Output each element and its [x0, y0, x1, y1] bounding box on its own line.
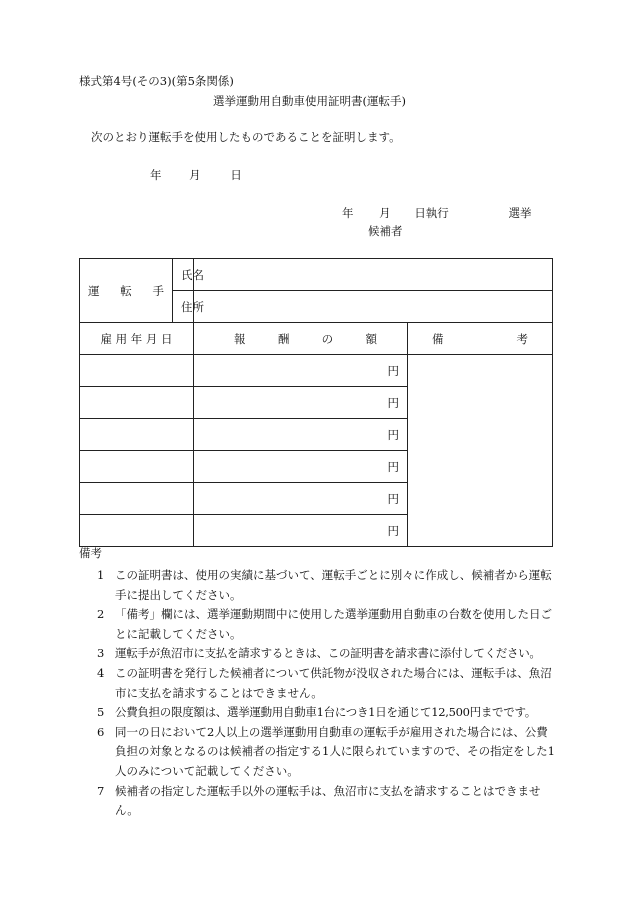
certificate-table — [79, 258, 553, 547]
remarks-char-1: 備 — [432, 331, 444, 346]
note-item — [79, 644, 559, 664]
employment-date-header: 雇 用 年 月 日 — [80, 323, 194, 355]
pay-amount-field[interactable] — [194, 387, 408, 419]
note-text: 同一の日において2人以上の選挙運動用自動車の運転手が雇用された場合には、公費負担の対象となるのは候補者の指定する1人に限られていますので、その指定をした1人のみについて記載してください。 — [115, 724, 555, 778]
note-item — [79, 605, 559, 644]
note-text: 運転手が魚沼市に支払を請求するときは、この証明書を請求書に添付してください。 — [115, 646, 541, 661]
note-item — [79, 566, 559, 605]
note-text: この証明書を発行した候補者について供託物が没収された場合には、運転手は、魚沼市に支払を請求することはできません。 — [115, 665, 552, 700]
employment-date-field[interactable] — [80, 515, 194, 547]
note-item — [79, 723, 559, 782]
pay-amount-field[interactable] — [194, 355, 408, 387]
pay-amount-header — [234, 331, 377, 347]
note-number: 1 — [97, 568, 105, 582]
pay-amount-field[interactable] — [194, 483, 408, 515]
note-item — [79, 664, 559, 703]
employment-date-field[interactable] — [80, 451, 194, 483]
pay-amount-header-cell — [194, 323, 408, 355]
employment-date-field[interactable] — [80, 483, 194, 515]
employment-date-field[interactable] — [80, 355, 194, 387]
election-month-label: 月 — [379, 206, 391, 220]
yen-label: 円 — [387, 363, 399, 378]
driver-char-1: 運 — [88, 283, 100, 298]
remarks-char-2: 考 — [516, 331, 529, 346]
election-line — [342, 208, 531, 220]
driver-name-field[interactable] — [194, 259, 553, 291]
pay-char-2: 酬 — [277, 331, 290, 346]
yen-label: 円 — [387, 523, 399, 538]
yen-label: 円 — [387, 491, 399, 506]
note-text: 公費負担の限度額は、選挙運動用自動車1台につき1日を通じて12,500円までです。 — [115, 705, 536, 720]
day-label: 日 — [230, 168, 242, 182]
note-item — [79, 782, 559, 821]
notes-heading: 備考 — [79, 546, 102, 560]
pay-char-4: 額 — [365, 331, 377, 346]
note-number: 3 — [97, 646, 105, 661]
yen-label: 円 — [387, 459, 399, 474]
year-label: 年 — [150, 168, 162, 182]
yen-label: 円 — [387, 427, 399, 442]
driver-char-3: 手 — [152, 283, 164, 298]
election-label: 選挙 — [508, 206, 532, 220]
driver-label — [88, 283, 164, 299]
note-item — [79, 703, 559, 723]
driver-address-field[interactable] — [194, 291, 553, 323]
employment-date-field[interactable] — [80, 387, 194, 419]
document-title: 選挙運動用自動車使用証明書(運転手) — [213, 94, 406, 108]
certification-statement: 次のとおり運転手を使用したものであることを証明します。 — [91, 130, 401, 144]
name-char-1: 氏 — [181, 267, 193, 282]
address-label-cell — [173, 291, 204, 323]
candidate-label: 候補者 — [368, 224, 403, 238]
address-char-1: 住 — [181, 299, 193, 314]
form-number: 様式第4号(その3)(第5条関係) — [79, 74, 234, 88]
note-text: この証明書は、使用の実績に基づいて、運転手ごとに別々に作成し、候補者から運転手に提出してください。 — [115, 568, 552, 602]
pay-amount-field[interactable] — [194, 419, 408, 451]
pay-amount-field[interactable] — [194, 451, 408, 483]
yen-label: 円 — [387, 395, 399, 410]
driver-char-2: 転 — [120, 283, 132, 298]
note-text: 候補者の指定した運転手以外の運転手は、魚沼市に支払を請求することはできません。 — [115, 783, 541, 818]
notes-section — [79, 545, 559, 821]
address-label — [181, 299, 204, 315]
address-char-2: 所 — [192, 299, 204, 314]
note-number: 2 — [97, 607, 105, 622]
name-char-2: 名 — [192, 267, 204, 282]
note-number: 4 — [97, 665, 105, 680]
pay-amount-field[interactable] — [194, 515, 408, 547]
election-year-label: 年 — [342, 206, 354, 220]
pay-char-3: の — [321, 331, 334, 346]
remarks-header — [432, 331, 528, 347]
issue-date-line — [150, 170, 242, 182]
name-label — [181, 267, 204, 283]
name-label-cell — [173, 259, 204, 291]
note-number: 7 — [97, 783, 105, 798]
employment-date-field[interactable] — [80, 419, 194, 451]
month-label: 月 — [189, 168, 201, 182]
election-day-label: 日執行 — [414, 206, 449, 220]
remarks-field[interactable] — [408, 355, 553, 547]
remarks-header-cell — [408, 323, 553, 355]
note-text: 「備考」欄には、選挙運動期間中に使用した選挙運動用自動車の台数を使用した日ごとに記載してください。 — [115, 607, 552, 641]
driver-label-cell — [80, 259, 173, 323]
pay-char-1: 報 — [234, 331, 246, 346]
note-number: 5 — [97, 705, 105, 720]
note-number: 6 — [97, 724, 105, 739]
